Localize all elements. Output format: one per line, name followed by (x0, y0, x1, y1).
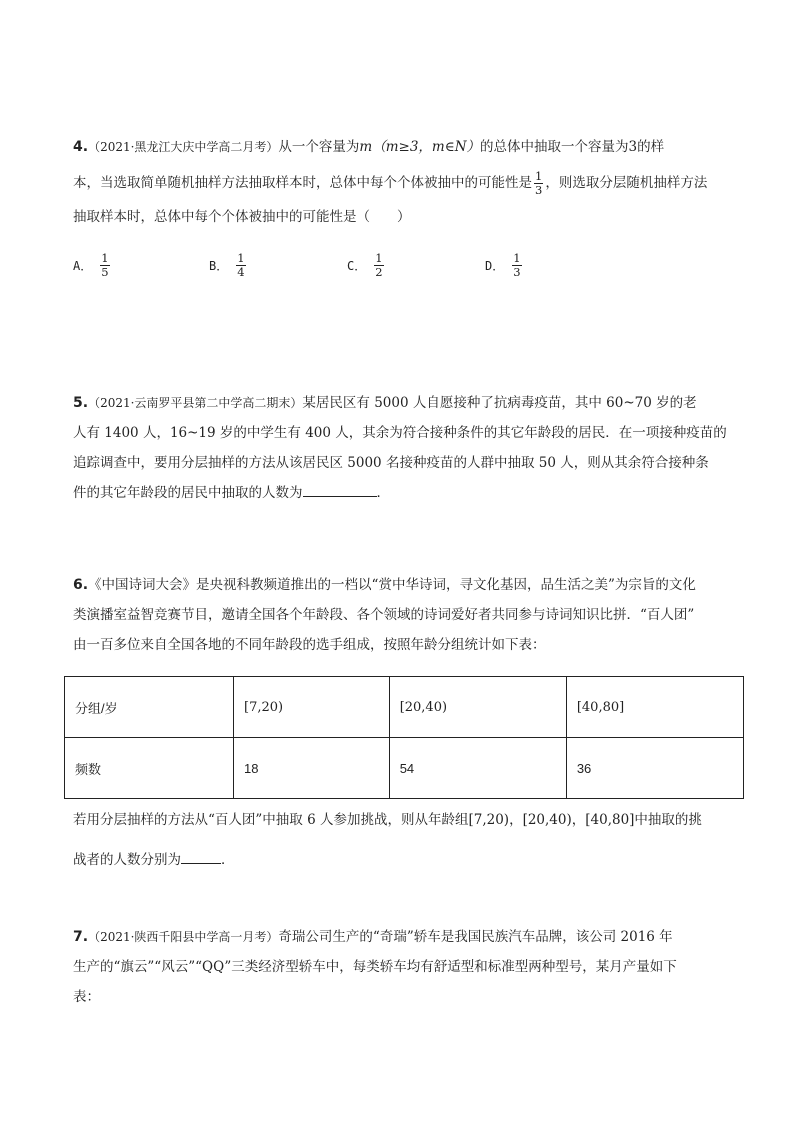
q4-var-m: m (359, 139, 373, 155)
q4-source: （2021·黑龙江大庆中学高二月考） (88, 140, 279, 154)
q4-frac-den: 3 (535, 183, 543, 197)
option-d-fraction (512, 252, 521, 279)
question-6 (73, 570, 733, 660)
q5-number: 5. (73, 395, 89, 411)
option-c[interactable] (347, 252, 386, 279)
q5-line-1 (73, 388, 733, 418)
q4-line-1 (73, 132, 733, 162)
option-d-num: 1 (513, 251, 521, 265)
q7-line-2: 生产的“旗云”“风云”“QQ”三类经济型轿车中，每类轿车均有舒适型和标准型两种型号，某月产量如下 (73, 959, 677, 975)
question-5 (73, 388, 733, 508)
q6-line-2: 类演播室益智竞赛节目，邀请全国各个年龄段、各个领域的诗词爱好者共同参与诗词知识比拼．“百人团” (73, 607, 695, 623)
q5-answer-blank[interactable] (303, 480, 377, 497)
option-a-den: 5 (101, 265, 109, 279)
q6-line1-text: 《中国诗词大会》是央视科教频道推出的一档以“赏中华诗词，寻文化基因，品生活之美”为宗旨的文化 (88, 577, 696, 593)
option-a-num: 1 (101, 251, 109, 265)
q7-source: （2021·陕西千阳县中学高一月考） (88, 930, 279, 944)
q4-fraction (534, 170, 543, 197)
option-b[interactable] (209, 252, 248, 279)
q6-number: 6. (73, 577, 89, 593)
q6-line-1 (73, 570, 733, 600)
option-b-fraction (236, 252, 245, 279)
option-b-num: 1 (237, 251, 245, 265)
option-c-num: 1 (375, 251, 383, 265)
q6-after-line-1: 若用分层抽样的方法从“百人团”中抽取 6 人参加挑战，则从年龄组[7,20)，[20,40)，[40,80]中抽取的挑 (73, 812, 702, 828)
q7-number: 7. (73, 929, 89, 945)
table-row-label: 频数 (65, 738, 234, 799)
q5-line4-text: 件的其它年龄段的居民中抽取的人数为 (73, 485, 303, 501)
option-d-den: 3 (513, 265, 521, 279)
q5-line-4 (73, 478, 733, 508)
age-group-table (64, 676, 744, 799)
table-group-cell: [20,40) (389, 677, 566, 738)
table-row (65, 677, 744, 738)
q4-line2-a: 本，当选取简单随机抽样方法抽取样本时，总体中每个个体被抽中的可能性是 (73, 175, 532, 191)
q4-line-2 (73, 168, 733, 198)
q4-text-a: 从一个容量为 (278, 139, 360, 155)
option-b-den: 4 (237, 265, 245, 279)
q7-line1-text: 奇瑞公司生产的“奇瑞”轿车是我国民族汽车品牌，该公司 2016 年 (278, 929, 673, 945)
q4-frac-num: 1 (535, 169, 543, 183)
q6-after-table (73, 805, 733, 875)
option-a[interactable] (73, 252, 112, 279)
table-row (65, 738, 744, 799)
option-d-label: D． (485, 259, 505, 273)
q4-line-3: 抽取样本时，总体中每个个体被抽中的可能性是（ ） (73, 209, 411, 225)
q4-line2-b: ，则选取分层随机抽样方法 (545, 175, 708, 191)
q4-text-b: 的总体中抽取一个容量为3的样 (480, 139, 665, 155)
table-count-cell: 18 (234, 738, 390, 799)
q5-line-2: 人有 1400 人，16~19 岁的中学生有 400 人，其余为符合接种条件的其它年龄段的居民．在一项接种疫苗的 (73, 425, 727, 441)
q7-line-1 (73, 922, 733, 952)
question-7 (73, 922, 733, 1012)
option-b-label: B． (209, 259, 229, 273)
question-4 (73, 132, 733, 232)
option-c-fraction (374, 252, 383, 279)
table-header-cell: 分组/岁 (65, 677, 234, 738)
q5-line-3: 追踪调查中，要用分层抽样的方法从该居民区 5000 名接种疫苗的人群中抽取 50 人，则从其余符合接种条 (73, 455, 709, 471)
q5-end: ． (376, 485, 390, 501)
table-group-cell: [40,80] (566, 677, 743, 738)
q7-line-3: 表： (73, 989, 100, 1005)
option-a-label: A． (73, 259, 93, 273)
table-count-cell: 36 (566, 738, 743, 799)
table-count-cell: 54 (389, 738, 566, 799)
option-d[interactable] (485, 252, 524, 279)
q5-source: （2021·云南罗平县第二中学高二期末） (88, 396, 303, 410)
q4-options (73, 252, 593, 288)
option-c-den: 2 (375, 265, 383, 279)
q6-answer-blank[interactable] (181, 847, 221, 864)
option-a-fraction (100, 252, 109, 279)
q5-line1-text: 某居民区有 5000 人自愿接种了抗病毒疫苗，其中 60~70 岁的老 (302, 395, 697, 411)
q6-after2-text: 战者的人数分别为 (73, 852, 181, 868)
q4-condition: （m≥3，m∈N） (372, 139, 481, 155)
q6-end: ． (221, 852, 235, 868)
q6-line-3: 由一百多位来自全国各地的不同年龄段的选手组成，按照年龄分组统计如下表： (73, 637, 546, 653)
option-c-label: C． (347, 259, 367, 273)
q4-number: 4. (73, 139, 89, 155)
table-group-cell: [7,20) (234, 677, 390, 738)
q6-after-line-2 (73, 845, 733, 875)
